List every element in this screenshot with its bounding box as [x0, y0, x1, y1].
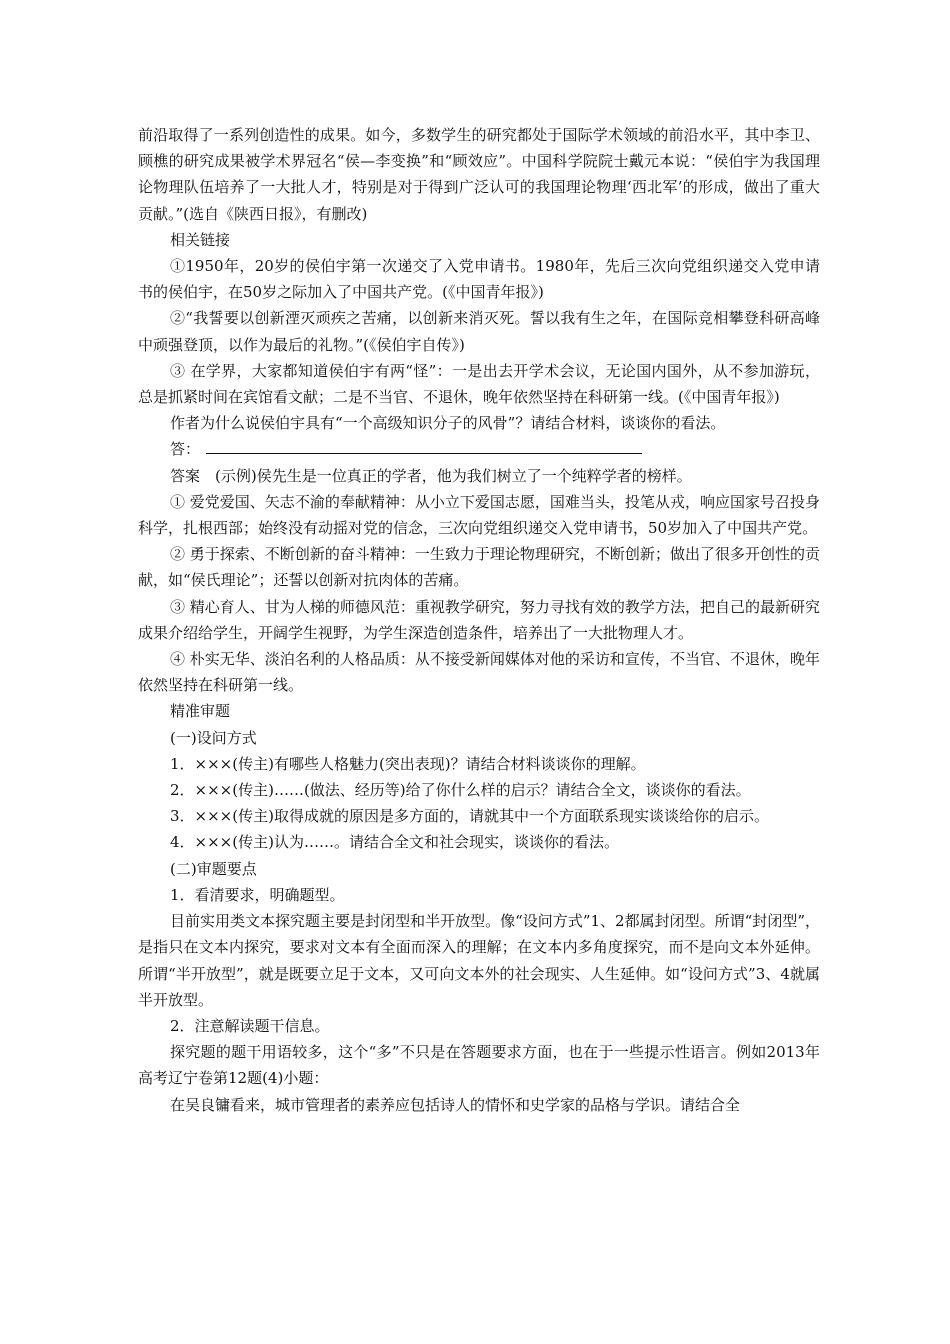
- document-page: [138, 122, 820, 1118]
- question-format-item: 2．×××(传主)……(做法、经历等)给了你什么样的启示？请结合全文，谈谈你的看法。: [170, 781, 751, 800]
- section-heading: (一)设问方式: [170, 728, 257, 747]
- answer-point: ③ 精心育人、甘为人梯的师德风范：重视教学研究，努力寻找有效的教学方法，把自己的最新研究成果介绍给学生，开阔学生视野，为学生深造创造条件，培养出了一大批物理人才。: [138, 597, 820, 642]
- section-heading: (二)审题要点: [170, 859, 257, 878]
- answer-prompt-line: [138, 436, 820, 462]
- answer-prompt-label: 答：: [170, 440, 201, 459]
- analysis-heading: 精准审题: [170, 702, 231, 721]
- answer-blank-line: [206, 437, 642, 454]
- related-links-heading: 相关链接: [170, 230, 231, 249]
- answer-point: ② 勇于探索、不断创新的奋斗精神：一生致力于理论物理研究，不断创新；做出了很多开创性的贡献，如“侯氏理论”；还誓以创新对抗肉体的苦痛。: [138, 545, 820, 590]
- key-point-title: 1．看清要求，明确题型。: [170, 885, 345, 904]
- key-point-title: 2．注意解读题干信息。: [170, 1016, 330, 1035]
- question-text: 作者为什么说侯伯宇具有“一个高级知识分子的风骨”？请结合材料，谈谈你的看法。: [170, 414, 726, 433]
- related-link-item: ③ 在学界，大家都知道侯伯宇有两“怪”：一是出去开学术会议，无论国内国外，从不参加游玩，总是抓紧时间在宾馆看文献；二是不当官、不退休，晚年依然坚持在科研第一线。(《中国青年报》): [138, 361, 820, 407]
- question-format-item: 3．×××(传主)取得成就的原因是多方面的，请就其中一个方面联系现实谈谈给你的启示。: [170, 807, 769, 826]
- question-format-item: 1．×××(传主)有哪些人格魅力(突出表现)？请结合材料谈谈你的理解。: [170, 754, 646, 773]
- answer-intro: 答案 (示例)侯先生是一位真正的学者，他为我们树立了一个纯粹学者的榜样。: [170, 466, 692, 485]
- key-point-body: 探究题的题干用语较多，这个“多”不只是在答题要求方面，也在于一些提示性语言。例如2013年高考辽宁卷第12题(4)小题：: [138, 1043, 820, 1088]
- answer-point: ④ 朴实无华、淡泊名利的人格品质：从不接受新闻媒体对他的采访和宣传，不当官、不退休，晚年依然坚持在科研第一线。: [138, 650, 820, 695]
- related-link-item: ②“我誓要以创新湮灭顽疾之苦痛，以创新来消灭死。誓以我有生之年，在国际竞相攀登科研高峰中顽强登顶，以作为最后的礼物。”(《侯伯宇自传》): [138, 309, 820, 354]
- example-question: 在吴良镛看来，城市管理者的素养应包括诗人的情怀和史学家的品格与学识。请结合全: [170, 1095, 741, 1114]
- related-link-item: ①1950年，20岁的侯伯宇第一次递交了入党申请书。1980年，先后三次向党组织递交入党申请书的侯伯宇，在50岁之际加入了中国共产党。(《中国青年报》): [138, 257, 820, 302]
- key-point-body: 目前实用类文本探究题主要是封闭型和半开放型。像“设问方式”1、2都属封闭型。所谓“封闭型”，是指只在文本内探究，要求对文本有全面而深入的理解；在文本内多角度探究，而不是向文本外延伸。所谓“半开放型”，就是既要立足于文本，又可向文本外的社会现实、人生延伸。如“设问方式”3、4就属半开放型。: [138, 912, 820, 1009]
- intro-paragraph: 前沿取得了一系列创造性的成果。如今，多数学生的研究都处于国际学术领域的前沿水平，其中李卫、顾樵的研究成果被学术界冠名“侯—李变换”和“顾效应”。中国科学院院士戴元本说：“侯伯宇为我国理论物理队伍培养了一大批人才，特别是对于得到广泛认可的我国理论物理‘西北军’的形成，做出了重大贡献。”(选自《陕西日报》，有删改): [138, 126, 820, 223]
- question-format-item: 4．×××(传主)认为……。请结合全文和社会现实，谈谈你的看法。: [170, 833, 619, 852]
- answer-point: ① 爱党爱国、矢志不渝的奉献精神：从小立下爱国志愿，国难当头，投笔从戎，响应国家号召投身科学，扎根西部；始终没有动摇对党的信念，三次向党组织递交入党申请书，50岁加入了中国共产党。: [138, 492, 820, 538]
